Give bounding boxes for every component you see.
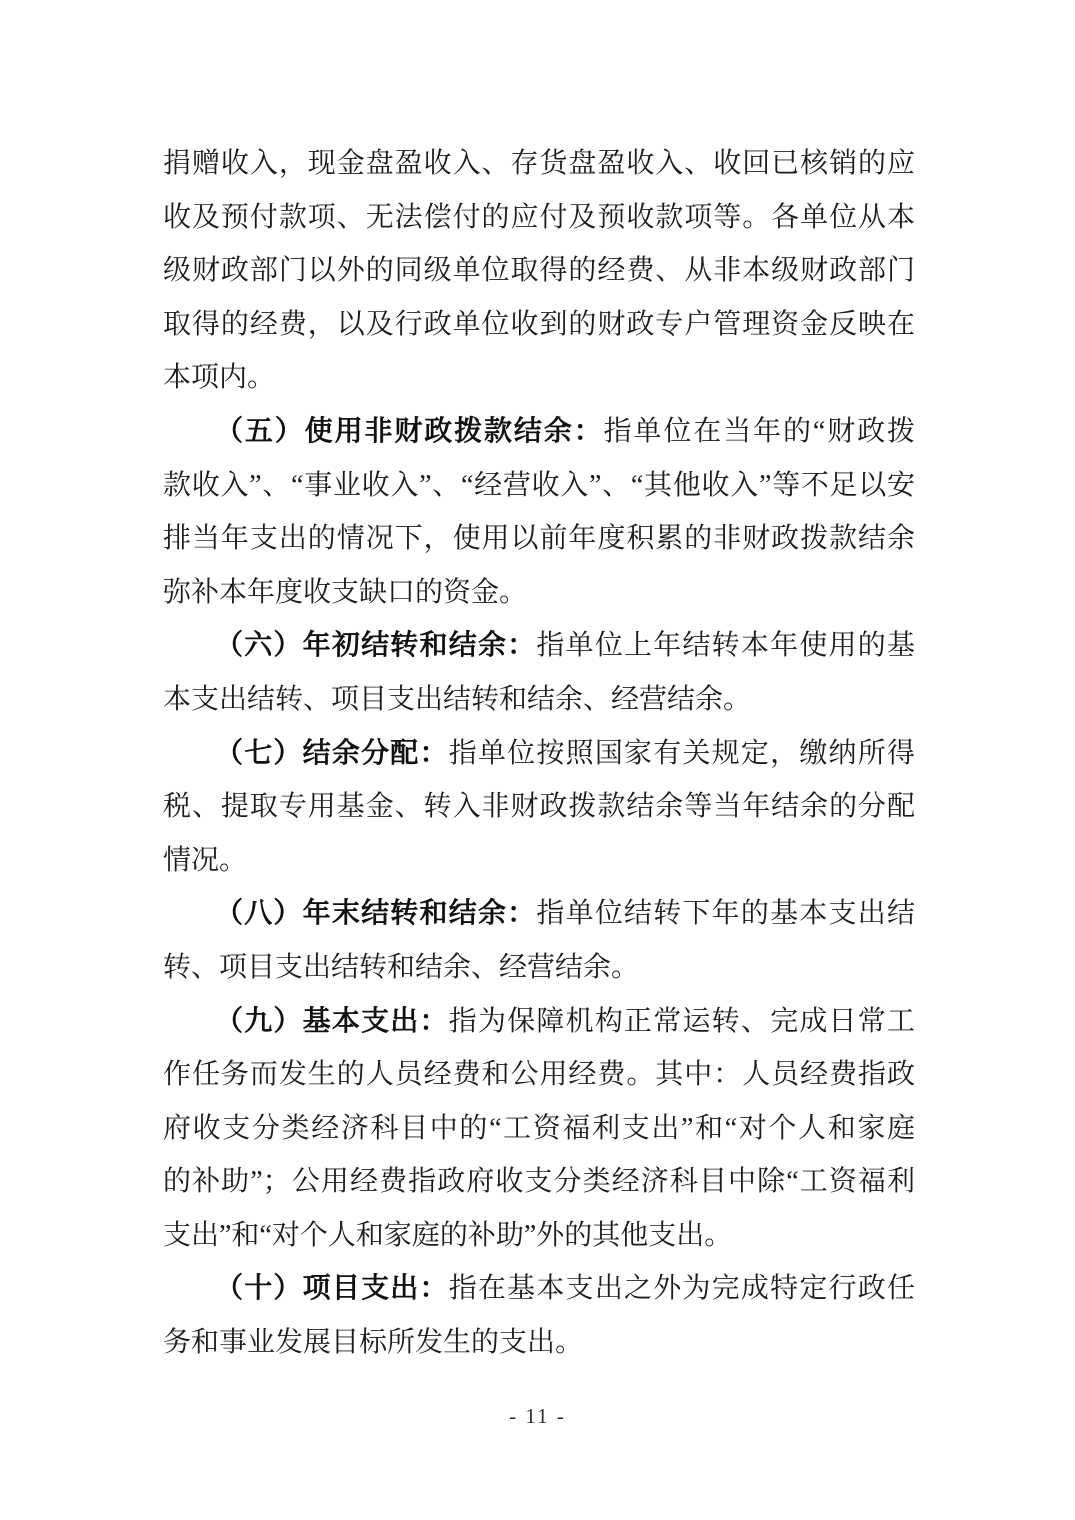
doc-line bbox=[163, 887, 915, 941]
doc-line bbox=[163, 673, 915, 727]
line-text: 本支出结转、项目支出结转和结余、经营结余。 bbox=[163, 683, 752, 715]
line-text: 取得的经费，以及行政单位收到的财政专户管理资金反映在 bbox=[163, 308, 915, 340]
line-text: 级财政部门以外的同级单位取得的经费、从非本级财政部门 bbox=[163, 255, 915, 287]
line-text: 款收入”、“事业收入”、“经营收入”、“其他收入”等不足以安 bbox=[163, 469, 915, 501]
doc-line bbox=[163, 566, 915, 620]
doc-line bbox=[163, 941, 915, 995]
doc-line bbox=[163, 244, 915, 298]
line-text: 指单位上年结转本年使用的基 bbox=[536, 630, 915, 662]
page-number: - 11 - bbox=[509, 1404, 566, 1428]
doc-line bbox=[163, 1262, 915, 1316]
doc-line bbox=[163, 1316, 915, 1370]
section-heading-7: （七）结余分配： bbox=[215, 737, 449, 769]
doc-line bbox=[163, 298, 915, 352]
line-text: 指单位在当年的“财政拨 bbox=[603, 415, 915, 447]
section-heading-6: （六）年初结转和结余： bbox=[215, 630, 537, 662]
line-text: 指在基本支出之外为完成特定行政任 bbox=[448, 1273, 915, 1305]
section-heading-5: （五）使用非财政拨款结余： bbox=[215, 415, 604, 447]
line-text: 本项内。 bbox=[163, 362, 276, 394]
line-text: 捐赠收入，现金盘盈收入、存货盘盈收入、收回已核销的应 bbox=[163, 148, 915, 179]
doc-line bbox=[163, 995, 915, 1049]
line-text: 府收支分类经济科目中的“工资福利支出”和“对个人和家庭 bbox=[163, 1112, 915, 1144]
line-text: 指为保障机构正常运转、完成日常工 bbox=[448, 1005, 915, 1037]
doc-line bbox=[163, 1155, 915, 1209]
doc-line bbox=[163, 191, 915, 245]
line-text: 情况。 bbox=[163, 844, 248, 876]
doc-line bbox=[163, 1209, 915, 1263]
line-text: 支出”和“对个人和家庭的补助”外的其他支出。 bbox=[163, 1219, 733, 1251]
line-text: 指单位按照国家有关规定，缴纳所得 bbox=[448, 737, 915, 769]
line-text: 转、项目支出结转和结余、经营结余。 bbox=[163, 951, 640, 983]
doc-line bbox=[163, 459, 915, 513]
section-heading-10: （十）项目支出： bbox=[215, 1273, 449, 1305]
line-text: 弥补本年度收支缺口的资金。 bbox=[163, 576, 528, 608]
doc-line bbox=[163, 137, 915, 191]
line-text: 排当年支出的情况下，使用以前年度积累的非财政拨款结余 bbox=[163, 523, 915, 555]
doc-line bbox=[163, 727, 915, 781]
doc-line bbox=[163, 351, 915, 405]
doc-line bbox=[163, 1102, 915, 1156]
section-heading-9: （九）基本支出： bbox=[215, 1005, 449, 1037]
line-text: 指单位结转下年的基本支出结 bbox=[536, 898, 915, 930]
doc-line bbox=[163, 619, 915, 673]
doc-line bbox=[163, 780, 915, 834]
line-text: 务和事业发展目标所发生的支出。 bbox=[163, 1327, 584, 1359]
doc-line bbox=[163, 1048, 915, 1102]
line-text: 收及预付款项、无法偿付的应付及预收款项等。各单位从本 bbox=[163, 201, 915, 233]
line-text: 税、提取专用基金、转入非财政拨款结余等当年结余的分配 bbox=[163, 791, 915, 823]
section-heading-8: （八）年末结转和结余： bbox=[215, 898, 537, 930]
document-body bbox=[163, 137, 915, 1370]
doc-line bbox=[163, 405, 915, 459]
line-text: 的补助”；公用经费指政府收支分类经济科目中除“工资福利 bbox=[163, 1166, 915, 1198]
line-text: 作任务而发生的人员经费和公用经费。其中：人员经费指政 bbox=[163, 1059, 915, 1091]
doc-line bbox=[163, 834, 915, 888]
doc-line bbox=[163, 512, 915, 566]
